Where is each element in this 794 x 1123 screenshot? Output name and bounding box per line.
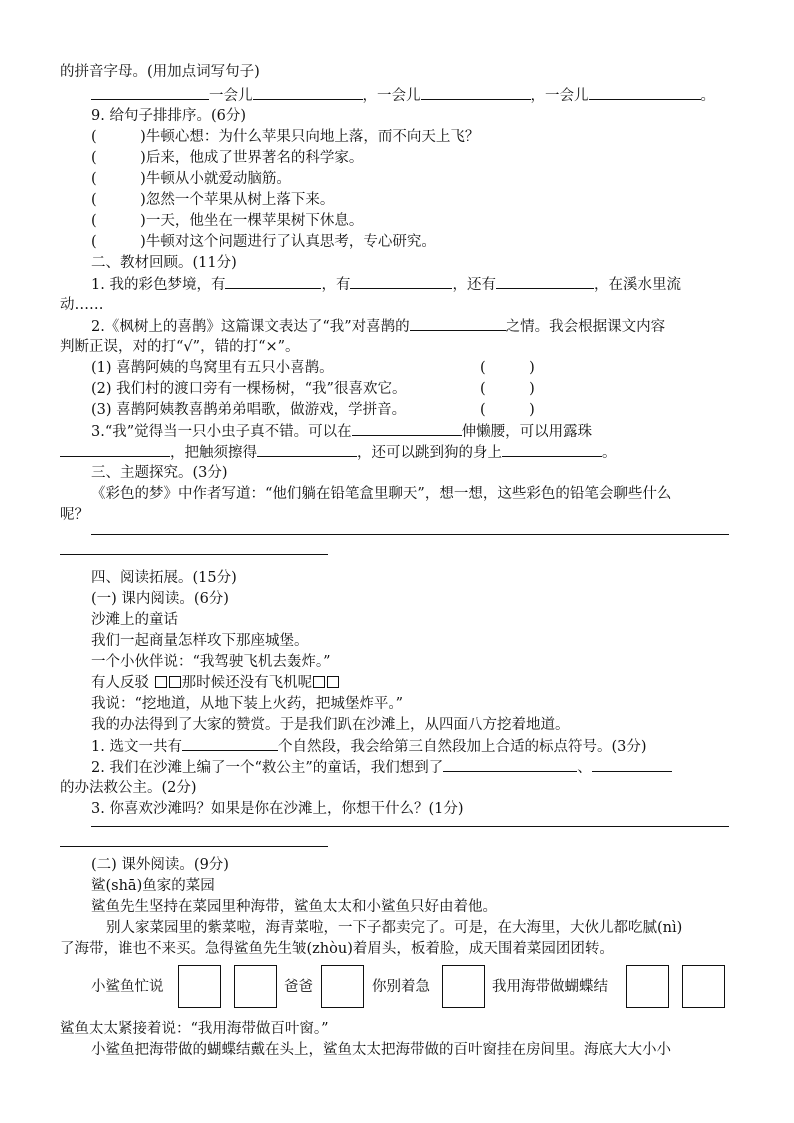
sec4-part1-title: (一) 课内阅读。(6分) [91,591,229,607]
sec2-q3-blank-1[interactable] [352,421,462,436]
sec2-q3-blank-4[interactable] [502,442,602,457]
sec4-q2-blank-2[interactable] [592,757,672,772]
section4-title: 四、阅读拓展。(15分) [91,570,237,586]
q9-item [91,169,291,189]
judge-item-text: (3) 喜鹊阿姨教喜鹊弟弟唱歌，做游戏，学拼音。 [91,402,407,418]
sec4-q2-line [91,757,672,777]
q9-paren[interactable]: ( ) [91,150,146,166]
q9-item [91,127,479,147]
sec4-answer-line-2[interactable] [60,846,328,847]
punct-box[interactable] [169,676,181,688]
q8-blank-3[interactable] [421,85,531,100]
sec4-q1-blank[interactable] [182,736,278,751]
sec2-q1-text-a: 1. 我的彩色梦境，有 [91,277,226,293]
sec2-q1-blank-3[interactable] [496,274,594,289]
story1-paragraph-punct [91,673,340,693]
punct-answer-box[interactable] [442,965,485,1008]
punct-answer-box[interactable] [626,965,669,1008]
sec2-q1-text-d: ，在溪水里流 [593,277,681,293]
q9-title: 9. 给句子排排序。(6分) [91,108,246,124]
punct-box[interactable] [313,676,325,688]
sec2-q3-text-a: 3.“我”觉得当一只小虫子真不错。可以在 [91,424,352,440]
story2-paragraph-cont: 了海带，谁也不来买。急得鲨鱼先生皱(zhòu)着眉头，板着脸，成天围着菜园团团转。 [60,941,614,957]
box-label: 你别着急 [372,979,430,995]
q8-word-3: ，一会儿 [530,88,589,104]
punct-answer-box[interactable] [321,965,364,1008]
sec2-q2-blank[interactable] [410,316,506,331]
sec4-q2-cont: 的办法救公主。(2分) [60,780,197,796]
sec2-q2-text-b: 之情。我会根据课文内容 [505,319,666,335]
sec2-q3-line [91,421,592,441]
story1-p3-text-a: 有人反驳 [91,675,149,691]
sec2-q3-text-d: ，还可以跳到狗的身上 [357,445,502,461]
q8-blank-4[interactable] [589,85,701,100]
sec2-q1-text-c: ，还有 [452,277,496,293]
q8-blank-1[interactable] [91,85,209,100]
sec2-q3-text-b: 伸懒腰，可以用露珠 [461,424,593,440]
story1-paragraph: 一个小伙伴说：“我驾驶飞机去轰炸。” [91,654,331,670]
story1-title: 沙滩上的童话 [91,612,178,628]
sec2-q1-text-b: ，有 [321,277,351,293]
q9-item-text: 忽然一个苹果从树上落下来。 [145,192,335,208]
sec4-q1-text-b: 个自然段，我会给第三自然段加上合适的标点符号。(3分) [277,739,647,755]
story1-paragraph: 我们一起商量怎样攻下那座城堡。 [91,633,309,649]
sec2-q2-cont: 判断正误，对的打“√”，错的打“×”。 [60,339,300,355]
sec4-q2-text-b: 、 [577,760,592,776]
sec4-q1-text-a: 1. 选文一共有 [91,739,182,755]
q9-paren[interactable]: ( ) [91,234,146,250]
q9-paren[interactable]: ( ) [91,213,146,229]
judge-item-paren[interactable]: ( ) [480,381,535,397]
q8-answer-line [91,85,715,105]
part2-title: (二) 课外阅读。(9分) [91,857,229,873]
q9-item [91,232,436,252]
q8-instruction: 的拼音字母。(用加点词写句子) [60,64,260,80]
sec4-q2-blank-1[interactable] [443,757,577,772]
q9-paren[interactable]: ( ) [91,192,146,208]
sec2-q1-blank-2[interactable] [350,274,452,289]
box-label: 我用海带做蝴蝶结 [492,979,608,995]
q9-item-text: 一天，他坐在一棵苹果树下休息。 [145,213,364,229]
sec2-q3-text-e: 。 [602,445,617,461]
punct-answer-box[interactable] [178,965,221,1008]
judge-item-text: (2) 我们村的渡口旁有一棵杨树，“我”很喜欢它。 [91,381,407,397]
punct-answer-box[interactable] [682,965,725,1008]
sec2-q1-blank-1[interactable] [225,274,321,289]
judge-item-paren[interactable]: ( ) [480,402,535,418]
q9-item-text: 牛顿对这个问题进行了认真思考，专心研究。 [145,234,436,250]
judge-item-paren[interactable]: ( ) [480,360,535,376]
q9-paren[interactable]: ( ) [91,171,146,187]
story2-paragraph: 鲨鱼先生坚持在菜园里种海带，鲨鱼太太和小鲨鱼只好由着他。 [91,899,497,915]
judge-item-text: (1) 喜鹊阿姨的鸟窝里有五只小喜鹊。 [91,360,334,376]
sec4-q2-text-a: 2. 我们在沙滩上编了一个“救公主”的童话，我们想到了 [91,760,444,776]
q9-item-text: 后来，他成了世界著名的科学家。 [145,150,364,166]
sec2-q2-line [91,316,665,336]
q9-item [91,148,363,168]
sec4-q3: 3. 你喜欢沙滩吗？如果是你在沙滩上，你想干什么？(1分) [91,801,464,817]
sec3-answer-line-2[interactable] [60,554,328,555]
q8-word-1: 一会儿 [209,88,253,104]
q9-item [91,190,334,210]
story2-paragraph: 小鲨鱼把海带做的蝴蝶结戴在头上，鲨鱼太太把海带做的百叶窗挂在房间里。海底大大小小 [91,1042,671,1058]
sec2-q2-text-a: 2.《枫树上的喜鹊》这篇课文表达了“我”对喜鹊的 [91,319,410,335]
story2-paragraph: 鲨鱼太太紧接着说：“我用海带做百叶窗。” [60,1021,329,1037]
sec2-q3-cont [60,442,617,462]
sec2-q3-blank-2[interactable] [60,442,170,457]
q8-blank-2[interactable] [253,85,363,100]
q8-word-2: ，一会儿 [362,88,421,104]
story2-title: 鲨(shā)鱼家的菜园 [91,878,215,894]
sec2-q1-line [91,274,681,294]
q9-item [91,211,363,231]
sec3-answer-line-1[interactable] [91,534,729,535]
q9-item-text: 牛顿心想：为什么苹果只向地上落，而不向天上飞？ [145,129,480,145]
story1-p3-text-b: 那时候还没有飞机呢 [181,675,313,691]
story1-paragraph: 我的办法得到了大家的赞赏。于是我们趴在沙滩上，从四面八方挖着地道。 [91,717,570,733]
sec3-question-cont: 呢？ [60,507,89,523]
section2-title: 二、教材回顾。(11分) [91,255,237,271]
q9-item-text: 牛顿从小就爱动脑筋。 [145,171,291,187]
q9-paren[interactable]: ( ) [91,129,146,145]
section3-title: 三、主题探究。(3分) [91,465,228,481]
sec4-q1-line [91,736,647,756]
sec2-q3-text-c: ，把触须擦得 [170,445,257,461]
story1-paragraph: 我说：“挖地道，从地下装上火药，把城堡炸平。” [91,696,404,712]
sec2-q1-cont: 动…… [60,297,104,313]
sec4-answer-line-1[interactable] [91,826,729,827]
punct-box[interactable] [327,676,339,688]
story2-paragraph: 别人家菜园里的紫菜啦，海青菜啦，一下子都卖完了。可是，在大海里，大伙儿都吃腻(nì) [106,920,683,936]
box-label: 爸爸 [284,979,313,995]
box-label: 小鲨鱼忙说 [91,979,164,995]
sec3-question: 《彩色的梦》中作者写道：“他们躺在铅笔盒里聊天”，想一想，这些彩色的铅笔会聊些什么 [91,486,672,502]
q8-end: 。 [700,88,715,104]
punct-box[interactable] [155,676,167,688]
punct-answer-box[interactable] [234,965,277,1008]
sec2-q3-blank-3[interactable] [257,442,357,457]
